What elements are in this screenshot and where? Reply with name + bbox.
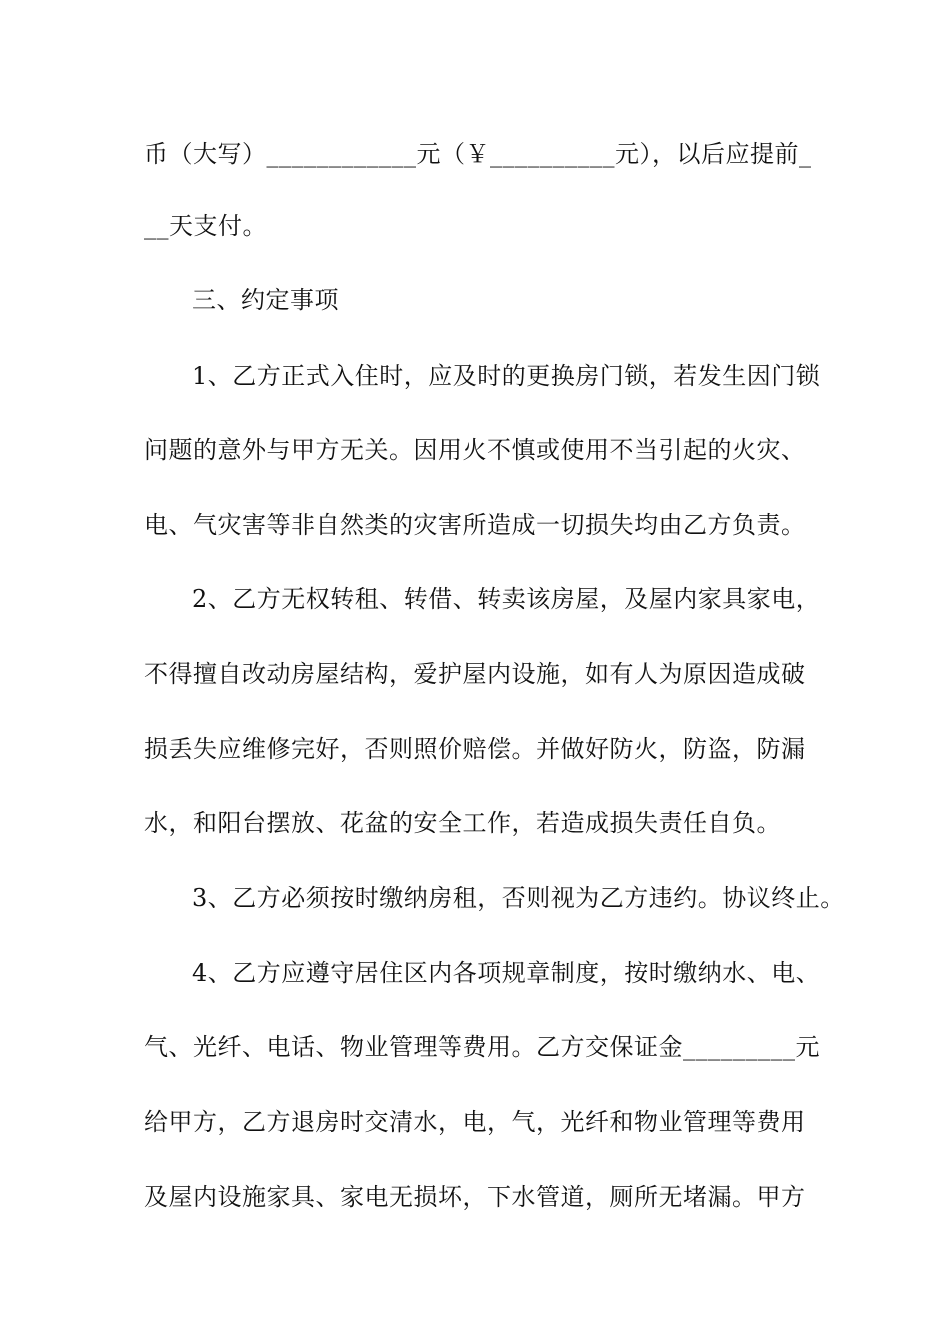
text-line-2: __天支付。	[144, 212, 267, 240]
section-heading: 三、约定事项	[192, 286, 339, 314]
text-line-10: 水，和阳台摆放、花盆的安全工作，若造成损失责任自负。	[144, 809, 781, 837]
text-line-9: 损丢失应维修完好，否则照价赔偿。并做好防火，防盗，防漏	[144, 735, 806, 763]
text-line-4: 1、乙方正式入住时，应及时的更换房门锁，若发生因门锁	[192, 362, 821, 390]
text-line-5: 问题的意外与甲方无关。因用火不慎或使用不当引起的火灾、	[144, 436, 806, 464]
text-line-15: 及屋内设施家具、家电无损坏，下水管道，厕所无堵漏。甲方	[144, 1183, 806, 1211]
text-line-13: 气、光纤、电话、物业管理等费用。乙方交保证金_________元	[144, 1033, 820, 1061]
text-line-6: 电、气灾害等非自然类的灾害所造成一切损失均由乙方负责。	[144, 511, 806, 539]
text-line-11: 3、乙方必须按时缴纳房租，否则视为乙方违约。协议终止。	[192, 884, 845, 912]
text-line-7: 2、乙方无权转租、转借、转卖该房屋，及屋内家具家电，	[192, 585, 821, 613]
text-line-12: 4、乙方应遵守居住区内各项规章制度，按时缴纳水、电、	[192, 959, 821, 987]
text-line-14: 给甲方，乙方退房时交清水，电，气，光纤和物业管理等费用	[144, 1108, 806, 1136]
text-line-1: 币（大写）____________元（￥__________元），以后应提前_	[144, 140, 812, 168]
text-line-8: 不得擅自改动房屋结构，爱护屋内设施，如有人为原因造成破	[144, 660, 806, 688]
